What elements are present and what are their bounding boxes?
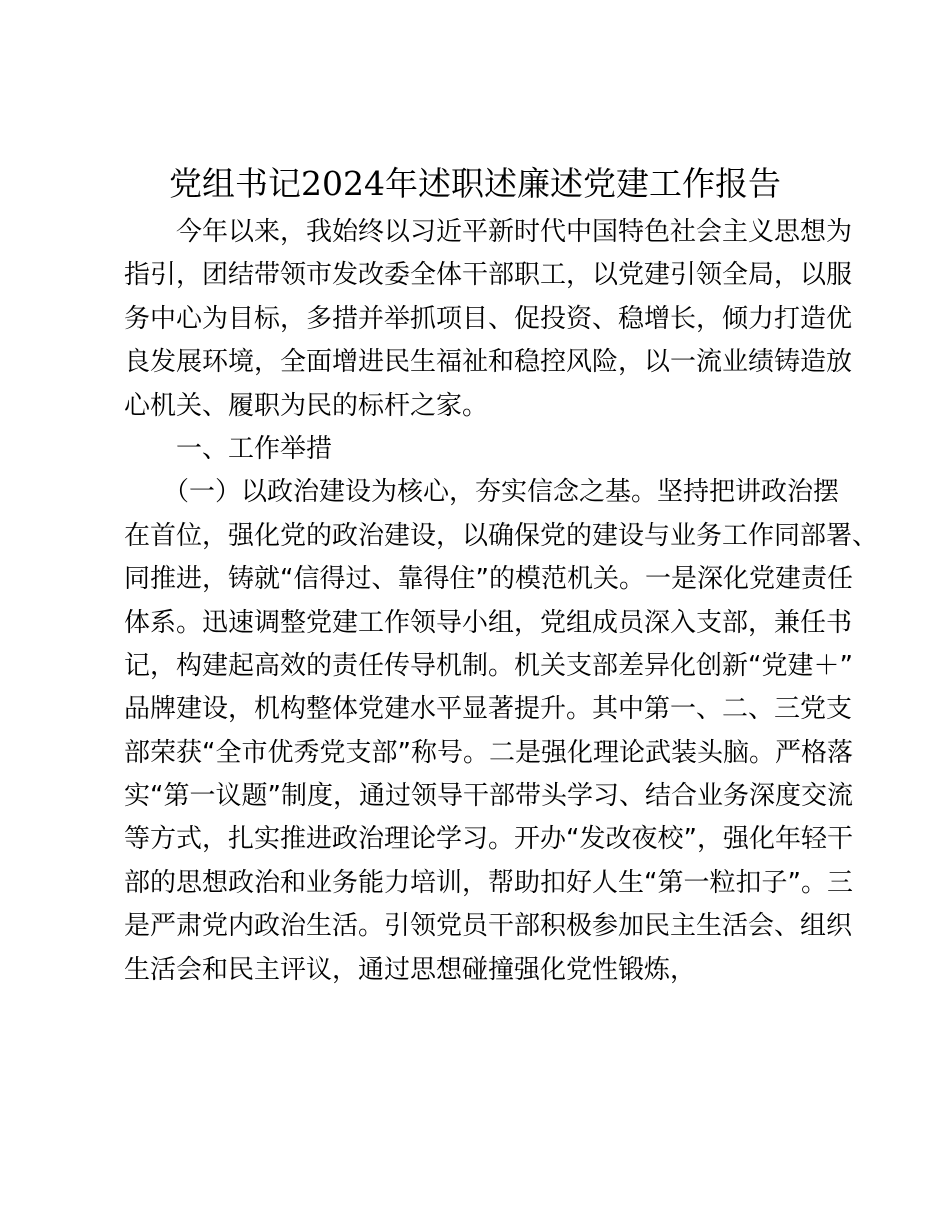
section-heading: 一、工作举措: [124, 433, 333, 464]
body-line: 同推进，铸就“信得过、靠得住”的模范机关。一是深化党建责任: [124, 564, 853, 595]
body-line: 等方式，扎实推进政治理论学习。开办“发改夜校”，强化年轻干: [124, 824, 853, 855]
body-line: 良发展环境，全面增进民生福祉和稳控风险，以一流业绩铸造放: [124, 347, 853, 378]
body-line: （一）以政治建设为核心，夯实信念之基。坚持把讲政治摆: [124, 477, 840, 508]
body-line: 指引，团结带领市发改委全体干部职工，以党建引领全局，以服: [124, 260, 853, 291]
body-line: 实“第一议题”制度，通过领导干部带头学习、结合业务深度交流: [124, 781, 853, 812]
body-line: 记，构建起高效的责任传导机制。机关支部差异化创新“党建＋”: [124, 650, 853, 681]
document-title: 党组书记2024年述职述廉述党建工作报告: [169, 164, 781, 203]
body-line: 在首位，强化党的政治建设，以确保党的建设与业务工作同部署、: [124, 520, 879, 551]
body-line: 是严肃党内政治生活。引领党员干部积极参加民主生活会、组织: [124, 911, 853, 942]
document-body: [124, 211, 879, 992]
body-line: 今年以来，我始终以习近平新时代中国特色社会主义思想为: [124, 217, 853, 247]
body-line: 品牌建设，机构整体党建水平显著提升。其中第一、二、三党支: [124, 694, 853, 725]
body-line: 体系。迅速调整党建工作领导小组，党组成员深入支部，兼任书: [124, 607, 853, 638]
body-line: 生活会和民主评议，通过思想碰撞强化党性锻炼，: [124, 954, 697, 985]
body-line: 心机关、履职为民的标杆之家。: [124, 390, 489, 421]
body-line: 务中心为目标，多措并举抓项目、促投资、稳增长，倾力打造优: [124, 303, 853, 334]
body-line: 部荣获“全市优秀党支部”称号。二是强化理论武装头脑。严格落: [124, 737, 853, 768]
body-line: 部的思想政治和业务能力培训，帮助扣好人生“第一粒扣子”。三: [124, 867, 853, 898]
